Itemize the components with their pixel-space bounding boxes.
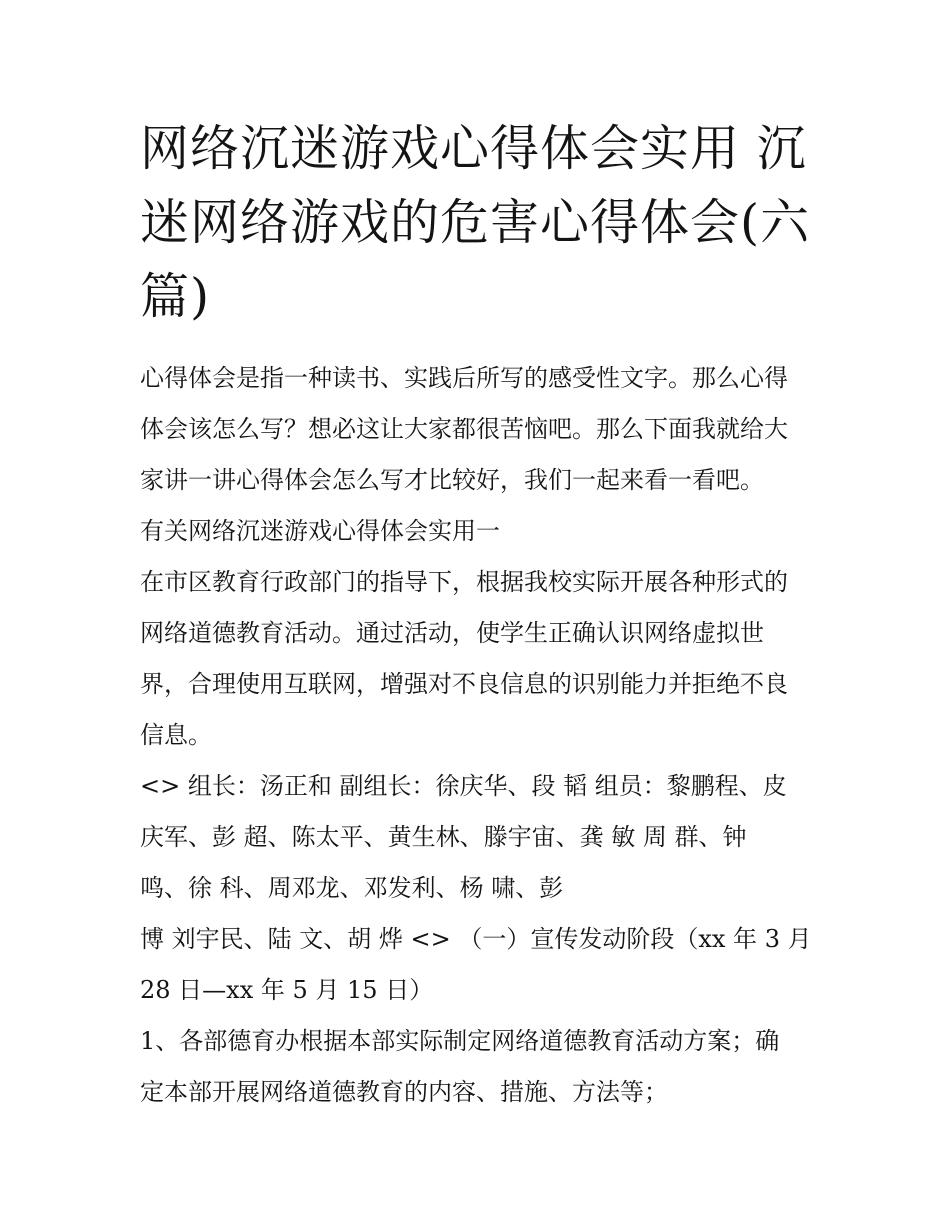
body-line: 体会该怎么写？想必这让大家都很苦恼吧。那么下面我就给大 — [140, 415, 788, 443]
body-line: 1、各部德育办根据本部实际制定网络道德教育活动方案；确 — [140, 1027, 780, 1055]
body-line: 定本部开展网络道德教育的内容、措施、方法等； — [140, 1078, 668, 1106]
body-line: 28 日—xx 年 5 月 15 日） — [140, 976, 434, 1004]
body-line: 在市区教育行政部门的指导下，根据我校实际开展各种形式的 — [140, 568, 788, 596]
document-title — [140, 112, 820, 334]
body-line: 鸣、徐 科、周邓龙、邓发利、杨 啸、彭 — [140, 874, 564, 902]
title-line: 篇) — [140, 268, 211, 325]
title-line: 迷网络游戏的危害心得体会(六 — [140, 194, 811, 251]
section-heading: 有关网络沉迷游戏心得体会实用一 — [140, 517, 500, 545]
body-line: 界，合理使用互联网，增强对不良信息的识别能力并拒绝不良 — [140, 670, 788, 698]
body-line: 网络道德教育活动。通过活动，使学生正确认识网络虚拟世 — [140, 619, 764, 647]
body-line: 博 刘宇民、陆 文、胡 烨 <> （一）宣传发动阶段（xx 年 3 月 — [140, 925, 812, 953]
document-body — [140, 353, 820, 1118]
body-line: 心得体会是指一种读书、实践后所写的感受性文字。那么心得 — [140, 364, 788, 392]
body-line: <> 组长：汤正和 副组长：徐庆华、段 韬 组员：黎鹏程、皮 — [140, 772, 787, 800]
title-line: 网络沉迷游戏心得体会实用 沉 — [140, 120, 807, 177]
body-line: 庆军、彭 超、陈太平、黄生林、滕宇宙、龚 敏 周 群、钟 — [140, 823, 747, 851]
body-line: 信息。 — [140, 721, 212, 749]
body-line: 家讲一讲心得体会怎么写才比较好，我们一起来看一看吧。 — [140, 466, 764, 494]
